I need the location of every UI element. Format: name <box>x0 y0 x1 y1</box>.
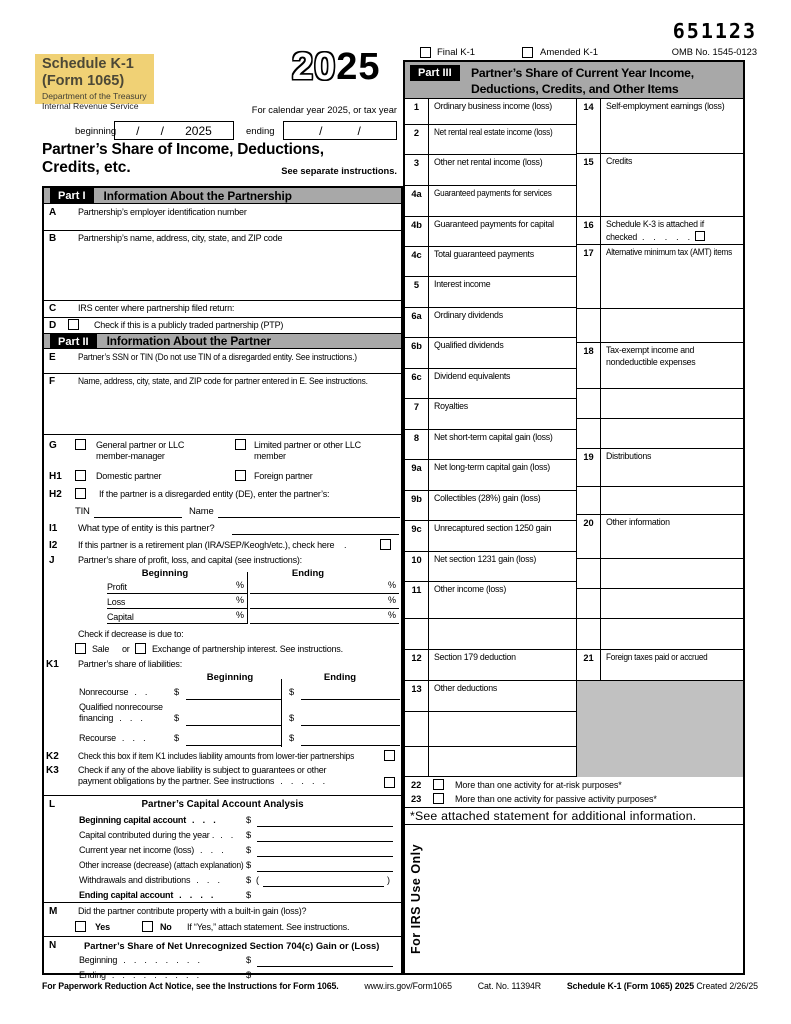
part3-item-12[interactable] <box>405 650 576 681</box>
year-outline-part: 20 <box>292 46 337 88</box>
beginning-capital-label: Beginning capital account . . . <box>79 815 216 825</box>
part3-header-bar <box>405 62 743 99</box>
item-label: Interest income <box>434 279 491 289</box>
dollar-sign: $ <box>289 713 295 723</box>
item-f-letter: F <box>49 376 56 387</box>
name-input-line[interactable] <box>218 517 400 518</box>
retirement-plan-checkbox[interactable] <box>380 539 391 550</box>
see-separate-instructions: See separate instructions. <box>281 166 397 176</box>
item-c-label: IRS center where partnership filed return: <box>78 303 235 313</box>
capital-contributed-label: Capital contributed during the year . . . <box>79 830 234 840</box>
item-number <box>405 619 429 649</box>
item-label: Other information <box>606 517 670 527</box>
irs-label: Internal Revenue Service <box>42 101 139 111</box>
tax-year <box>292 46 381 89</box>
item-label: Guaranteed payments for capital <box>434 219 554 229</box>
part3-item-10[interactable] <box>405 552 576 582</box>
item-label <box>601 419 606 448</box>
item-label: Other income (loss) <box>434 584 506 594</box>
part3-item-11[interactable] <box>405 582 576 619</box>
item-k2-letter: K2 <box>46 751 59 762</box>
ending-label: ending <box>246 126 275 137</box>
part3-blank-row[interactable] <box>577 589 743 619</box>
irs-use-only-box <box>405 825 743 973</box>
item-f-label: Name, address, city, state, and ZIP code for partner entered in E. See instructions. <box>78 376 368 386</box>
j-capital-label: Capital <box>107 612 134 622</box>
part3-blank-row[interactable] <box>405 747 576 777</box>
item-number: 14 <box>577 99 601 153</box>
part3-item-4b[interactable] <box>405 217 576 247</box>
divider <box>44 373 401 374</box>
decrease-due-label: Check if decrease is due to: <box>78 629 184 639</box>
item-label: Net long-term capital gain (loss) <box>434 462 550 472</box>
item-number: 18 <box>577 343 601 388</box>
item-number <box>577 559 601 588</box>
calendar-year-line: For calendar year 2025, or tax year <box>251 105 397 115</box>
foreign-partner-label: Foreign partner <box>254 471 313 481</box>
item-number: 7 <box>405 399 429 429</box>
lower-tier-checkbox[interactable] <box>384 750 395 761</box>
item-label: Ordinary business income (loss) <box>434 101 552 111</box>
dollar-sign: $ <box>246 875 252 885</box>
qnr-beginning-field[interactable] <box>186 725 281 726</box>
dollar-sign: $ <box>246 815 252 825</box>
part3-item-15[interactable] <box>577 154 743 217</box>
item-h2-label: If the partner is a disregarded entity (DE), enter the partner’s: <box>99 489 330 499</box>
item-number: 4a <box>405 186 429 216</box>
item-label: Net short-term capital gain (loss) <box>434 432 553 442</box>
year-solid-part: 25 <box>336 46 381 88</box>
item-label: Royalties <box>434 401 468 411</box>
item-label: Dividend equivalents <box>434 371 511 381</box>
item-i1-letter: I1 <box>49 523 58 534</box>
part3-item-17[interactable] <box>577 245 743 309</box>
item-label: Section 179 deduction <box>434 652 516 662</box>
dollar-sign: $ <box>246 860 252 870</box>
item-label <box>601 589 606 618</box>
item-i2-letter: I2 <box>49 540 58 551</box>
part3-item-3[interactable] <box>405 155 576 186</box>
part3-item-7[interactable] <box>405 399 576 430</box>
item-number: 4c <box>405 247 429 276</box>
item-number <box>577 309 601 342</box>
item-number: 9c <box>405 521 429 551</box>
final-k1-label: Final K-1 <box>437 47 476 58</box>
catalog-number: Cat. No. 11394R <box>477 981 542 991</box>
j-capital-beginning-field[interactable]: % <box>107 610 247 624</box>
item-k3-label: Check if any of the above liability is subject to guarantees or other payment obligations by the partner. See instructions . . . . . <box>78 765 327 786</box>
yes-label: Yes <box>95 922 110 932</box>
dollar-sign: $ <box>246 970 252 980</box>
part3-blank-row[interactable] <box>577 559 743 589</box>
item-label <box>601 309 606 342</box>
slash: / <box>160 123 164 138</box>
at-risk-checkbox[interactable] <box>433 779 444 790</box>
ending-date-input[interactable] <box>283 121 397 140</box>
part3-left-column <box>405 99 577 777</box>
divider <box>44 434 401 435</box>
sale-label: Sale <box>92 644 110 654</box>
k1-ending-header: Ending <box>323 672 357 683</box>
part3-item-9c[interactable] <box>405 521 576 552</box>
form-number: (Form 1065) <box>42 73 125 89</box>
item-23-label: More than one activity for passive activity purposes* <box>455 794 657 804</box>
item-m-letter: M <box>49 906 58 917</box>
general-partner-label: General partner or LLC member-manager <box>96 440 185 461</box>
part3-item-13[interactable] <box>405 681 576 712</box>
item-j-label: Partner’s share of profit, loss, and capital (see instructions): <box>78 555 302 565</box>
item-label: Alternative minimum tax (AMT) items <box>606 247 732 257</box>
item-label: Guaranteed payments for services <box>434 188 552 198</box>
item-j-letter: J <box>49 555 55 566</box>
item-label <box>429 712 434 746</box>
item-number: 11 <box>405 582 429 618</box>
part3-item-18[interactable] <box>577 343 743 389</box>
dollar-sign: $ <box>174 713 180 723</box>
builtin-gain-yes-checkbox[interactable] <box>75 921 86 932</box>
j-capital-ending-field[interactable]: % <box>250 610 399 624</box>
main-title-line1: Partner’s Share of Income, Deductions, <box>42 141 324 158</box>
item-l-letter: L <box>49 799 56 810</box>
part3-item-9a[interactable] <box>405 460 576 491</box>
name-label: Name <box>189 506 214 517</box>
part3-item-20[interactable] <box>577 515 743 559</box>
slash: / <box>357 123 361 138</box>
item-label: Collectibles (28%) gain (loss) <box>434 493 541 503</box>
part3-tab: Part III <box>410 65 460 81</box>
item-number: 13 <box>405 681 429 711</box>
item-h1-letter: H1 <box>49 471 62 482</box>
item-number <box>577 487 601 514</box>
part3-item-6b[interactable] <box>405 338 576 369</box>
item-number: 21 <box>577 650 601 680</box>
part3-blank-row[interactable] <box>405 712 576 747</box>
item-n-letter: N <box>49 940 57 951</box>
part3-blank-row[interactable] <box>405 619 576 650</box>
entity-type-input-line[interactable] <box>232 534 399 535</box>
part3-title: Partner’s Share of Current Year Income, Deductions, Credits, and Other Items <box>471 66 694 97</box>
exchange-checkbox[interactable] <box>135 643 146 654</box>
part3-item-6a[interactable] <box>405 308 576 338</box>
no-label: No <box>160 922 172 932</box>
nonrecourse-ending-field[interactable] <box>301 699 400 700</box>
guarantees-checkbox[interactable] <box>384 777 395 788</box>
item-number: 8 <box>405 430 429 459</box>
paperwork-notice: For Paperwork Reduction Act Notice, see the Instructions for Form 1065. <box>42 981 339 991</box>
dollar-sign: $ <box>289 687 295 697</box>
item-number: 15 <box>577 154 601 216</box>
part3-item-6c[interactable] <box>405 369 576 399</box>
item-k2-label: Check this box if item K1 includes liability amounts from lower-tier partnerships <box>78 751 355 761</box>
general-partner-checkbox[interactable] <box>75 439 86 450</box>
part1-title: Information About the Partnership <box>103 188 292 203</box>
foreign-partner-checkbox[interactable] <box>235 470 246 481</box>
beginning-capital-field[interactable] <box>257 826 393 827</box>
other-increase-label: Other increase (decrease) (attach explanation) <box>79 860 244 870</box>
part2-title: Information About the Partner <box>106 334 272 348</box>
builtin-gain-no-checkbox[interactable] <box>142 921 153 932</box>
schedule-title: Schedule K-1 <box>42 56 134 72</box>
section-704c-title: Partner’s Share of Net Unrecognized Section 704(c) Gain or (Loss) <box>84 940 380 951</box>
n-ending-label: Ending . . . . . . . . . <box>79 970 199 980</box>
amended-k1-label: Amended K-1 <box>540 47 599 58</box>
tin-input-line[interactable] <box>94 517 182 518</box>
dollar-sign: $ <box>246 830 252 840</box>
j-column-divider <box>247 572 248 624</box>
item-label: Other net rental income (loss) <box>434 157 543 167</box>
item-number: 6c <box>405 369 429 398</box>
item-label: Foreign taxes paid or accrued <box>606 652 708 662</box>
j-ending-header: Ending <box>291 568 325 579</box>
item-label <box>429 747 434 776</box>
beginning-year-value: 2025 <box>185 123 212 138</box>
limited-partner-checkbox[interactable] <box>235 439 246 450</box>
item-label: Ordinary dividends <box>434 310 503 320</box>
dollar-sign: $ <box>174 733 180 743</box>
item-number: 1 <box>405 99 429 124</box>
dollar-sign: $ <box>246 845 252 855</box>
part3-table <box>405 99 743 777</box>
part2-header-bar <box>44 333 401 349</box>
item-d-letter: D <box>49 320 57 331</box>
item-a-label: Partnership’s employer identification number <box>78 207 247 217</box>
item-number <box>577 419 601 448</box>
item-label: Distributions <box>606 451 652 461</box>
item-b-letter: B <box>49 233 57 244</box>
capital-account-title: Partner’s Capital Account Analysis <box>141 799 304 810</box>
item-number: 16 <box>577 217 601 244</box>
beginning-label: beginning <box>75 126 117 137</box>
item-number <box>577 681 601 777</box>
j-loss-ending-field[interactable]: % <box>250 595 399 609</box>
item-number: 5 <box>405 277 429 307</box>
part3-blank-row[interactable] <box>577 487 743 515</box>
activity-checkboxes-box <box>405 777 743 808</box>
withdrawals-label: Withdrawals and distributions . . . <box>79 875 220 885</box>
item-label <box>601 619 606 649</box>
item-k3-letter: K3 <box>46 765 59 776</box>
form-doc-code: 651123 <box>672 19 757 43</box>
item-22-label: More than one activity for at-risk purposes* <box>455 780 622 790</box>
qualified-nonrecourse-label: Qualified nonrecourse financing . . . <box>79 702 163 723</box>
item-label <box>601 487 606 514</box>
other-increase-field[interactable] <box>257 871 393 872</box>
divider <box>44 902 401 903</box>
final-k1-checkbox[interactable] <box>420 47 431 58</box>
part3-right-column <box>577 99 743 777</box>
net-income-label: Current year net income (loss) . . . <box>79 845 224 855</box>
part3-item-1[interactable] <box>405 99 576 125</box>
part3-item-4a[interactable] <box>405 186 576 217</box>
disregarded-entity-checkbox[interactable] <box>75 488 86 499</box>
item-k1-label: Partner’s share of liabilities: <box>78 659 183 669</box>
main-title-line2: Credits, etc. <box>42 159 131 176</box>
nonrecourse-beginning-field[interactable] <box>186 699 281 700</box>
capital-contributed-field[interactable] <box>257 841 393 842</box>
item-e-letter: E <box>49 352 56 363</box>
open-paren: ( <box>256 875 259 885</box>
irs-url: www.irs.gov/Form1065 <box>364 981 452 991</box>
item-label: Tax-exempt income and nondeductible expenses <box>606 345 696 367</box>
item-number: 12 <box>405 650 429 680</box>
item-label: Qualified dividends <box>434 340 504 350</box>
domestic-partner-label: Domestic partner <box>96 471 162 481</box>
item-label: Total guaranteed payments <box>434 249 534 259</box>
divider <box>44 300 401 301</box>
item-label <box>429 619 434 649</box>
n-beginning-label: Beginning . . . . . . . . <box>79 955 200 965</box>
divider <box>44 936 401 937</box>
j-profit-ending-field[interactable]: % <box>250 580 399 594</box>
left-panel <box>42 186 403 980</box>
item-label: Schedule K-3 is attached if checked . . . . . <box>606 219 704 242</box>
ending-capital-label: Ending capital account . . . . <box>79 890 214 900</box>
part1-header-bar <box>44 188 401 204</box>
item-k1-letter: K1 <box>46 659 59 670</box>
part3-item-2[interactable] <box>405 125 576 155</box>
part3-blank-row[interactable] <box>577 389 743 419</box>
n-beginning-field[interactable] <box>257 966 393 967</box>
leader-dot: . <box>344 540 347 550</box>
item-m-label: Did the partner contribute property with a built-in gain (loss)? <box>78 906 307 916</box>
part3-item-21[interactable] <box>577 650 743 681</box>
omb-number: OMB No. 1545-0123 <box>671 47 757 57</box>
k1-beginning-header: Beginning <box>206 672 254 683</box>
item-i1-label: What type of entity is this partner? <box>78 523 215 534</box>
item-number: 9a <box>405 460 429 490</box>
beginning-date-input[interactable] <box>114 121 234 140</box>
item-e-label: Partner’s SSN or TIN (Do not use TIN of a disregarded entity. See instructions.) <box>78 352 357 362</box>
item-number: 10 <box>405 552 429 581</box>
item-label: Net rental real estate income (loss) <box>434 127 553 137</box>
schedule-k3-checkbox[interactable] <box>695 231 705 241</box>
item-number <box>405 747 429 776</box>
limited-partner-label: Limited partner or other LLC member <box>254 440 361 461</box>
footer <box>42 981 758 991</box>
or-label: or <box>122 644 130 654</box>
part3-blank-row[interactable] <box>577 419 743 449</box>
recourse-beginning-field[interactable] <box>186 745 281 746</box>
part3-item-9b[interactable] <box>405 491 576 521</box>
item-number <box>577 389 601 418</box>
item-number: 3 <box>405 155 429 185</box>
item-d-label: Check if this is a publicly traded partnership (PTP) <box>94 320 284 330</box>
nonrecourse-label: Nonrecourse . . <box>79 687 148 697</box>
ptp-checkbox[interactable] <box>68 319 79 330</box>
item-label: Unrecaptured section 1250 gain <box>434 523 552 533</box>
slash: / <box>136 123 140 138</box>
j-loss-label: Loss <box>107 597 126 607</box>
item-label: Credits <box>606 156 633 166</box>
see-attached-statement: *See attached statement for additional information. <box>405 808 743 825</box>
item-b-label: Partnership’s name, address, city, state, and ZIP code <box>78 233 283 243</box>
part1-tab: Part I <box>50 188 94 203</box>
dollar-sign: $ <box>289 733 295 743</box>
part3-item-4c[interactable] <box>405 247 576 277</box>
item-number: 9b <box>405 491 429 520</box>
j-loss-beginning-field[interactable]: % <box>107 595 247 609</box>
j-profit-label: Profit <box>107 582 127 592</box>
part3-blank-row[interactable] <box>577 309 743 343</box>
item-number: 17 <box>577 245 601 308</box>
exchange-label: Exchange of partnership interest. See instructions. <box>152 644 343 654</box>
recourse-ending-field[interactable] <box>301 745 400 746</box>
tin-label: TIN <box>75 506 90 517</box>
item-g-letter: G <box>49 440 57 451</box>
domestic-partner-checkbox[interactable] <box>75 470 86 481</box>
item-i2-label: If this partner is a retirement plan (IRA/SEP/Keogh/etc.), check here <box>78 540 335 550</box>
divider <box>44 230 401 231</box>
part3-panel <box>403 60 745 975</box>
m-note: If “Yes,” attach statement. See instructions. <box>187 922 350 932</box>
irs-use-only-label: For IRS Use Only <box>409 843 423 955</box>
dollar-sign: $ <box>246 955 252 965</box>
part3-item-19[interactable] <box>577 449 743 487</box>
sale-checkbox[interactable] <box>75 643 86 654</box>
item-label <box>601 389 606 418</box>
item-number: 20 <box>577 515 601 558</box>
dept-treasury-label: Department of the Treasury <box>42 91 147 101</box>
part3-shaded-cell <box>577 681 743 777</box>
item-number: 19 <box>577 449 601 486</box>
item-number <box>405 712 429 746</box>
divider <box>44 795 401 796</box>
part3-item-14[interactable] <box>577 99 743 154</box>
item-a-letter: A <box>49 207 57 218</box>
item-label <box>601 681 606 777</box>
j-beginning-header: Beginning <box>141 568 189 579</box>
dollar-sign: $ <box>174 687 180 697</box>
item-label: Net section 1231 gain (loss) <box>434 554 537 564</box>
divider <box>44 317 401 318</box>
item-number: 6a <box>405 308 429 337</box>
part3-item-5[interactable] <box>405 277 576 308</box>
qnr-ending-field[interactable] <box>301 725 400 726</box>
part3-item-16[interactable] <box>577 217 743 245</box>
item-number: 2 <box>405 125 429 154</box>
item-c-letter: C <box>49 303 57 314</box>
withdrawals-field[interactable] <box>263 886 384 887</box>
close-paren: ) <box>387 875 390 885</box>
k1-column-divider <box>281 679 282 747</box>
item-number <box>577 589 601 618</box>
part3-item-8[interactable] <box>405 430 576 460</box>
item-h2-letter: H2 <box>49 489 62 500</box>
item-number: 4b <box>405 217 429 246</box>
slash: / <box>319 123 323 138</box>
part2-tab: Part II <box>50 334 97 348</box>
item-label: Other deductions <box>434 683 497 693</box>
item-label <box>601 559 606 588</box>
item-number: 6b <box>405 338 429 368</box>
item-23-number: 23 <box>411 794 422 804</box>
item-22-number: 22 <box>411 780 422 790</box>
j-profit-beginning-field[interactable]: % <box>107 580 247 594</box>
dollar-sign: $ <box>246 890 252 900</box>
item-label: Self-employment earnings (loss) <box>606 101 725 111</box>
recourse-label: Recourse . . . <box>79 733 146 743</box>
net-income-field[interactable] <box>257 856 393 857</box>
part3-blank-row[interactable] <box>577 619 743 650</box>
amended-k1-checkbox[interactable] <box>522 47 533 58</box>
footer-form-id: Schedule K-1 (Form 1065) 2025 Created 2/26/25 <box>566 981 758 991</box>
item-number <box>577 619 601 649</box>
passive-activity-checkbox[interactable] <box>433 793 444 804</box>
